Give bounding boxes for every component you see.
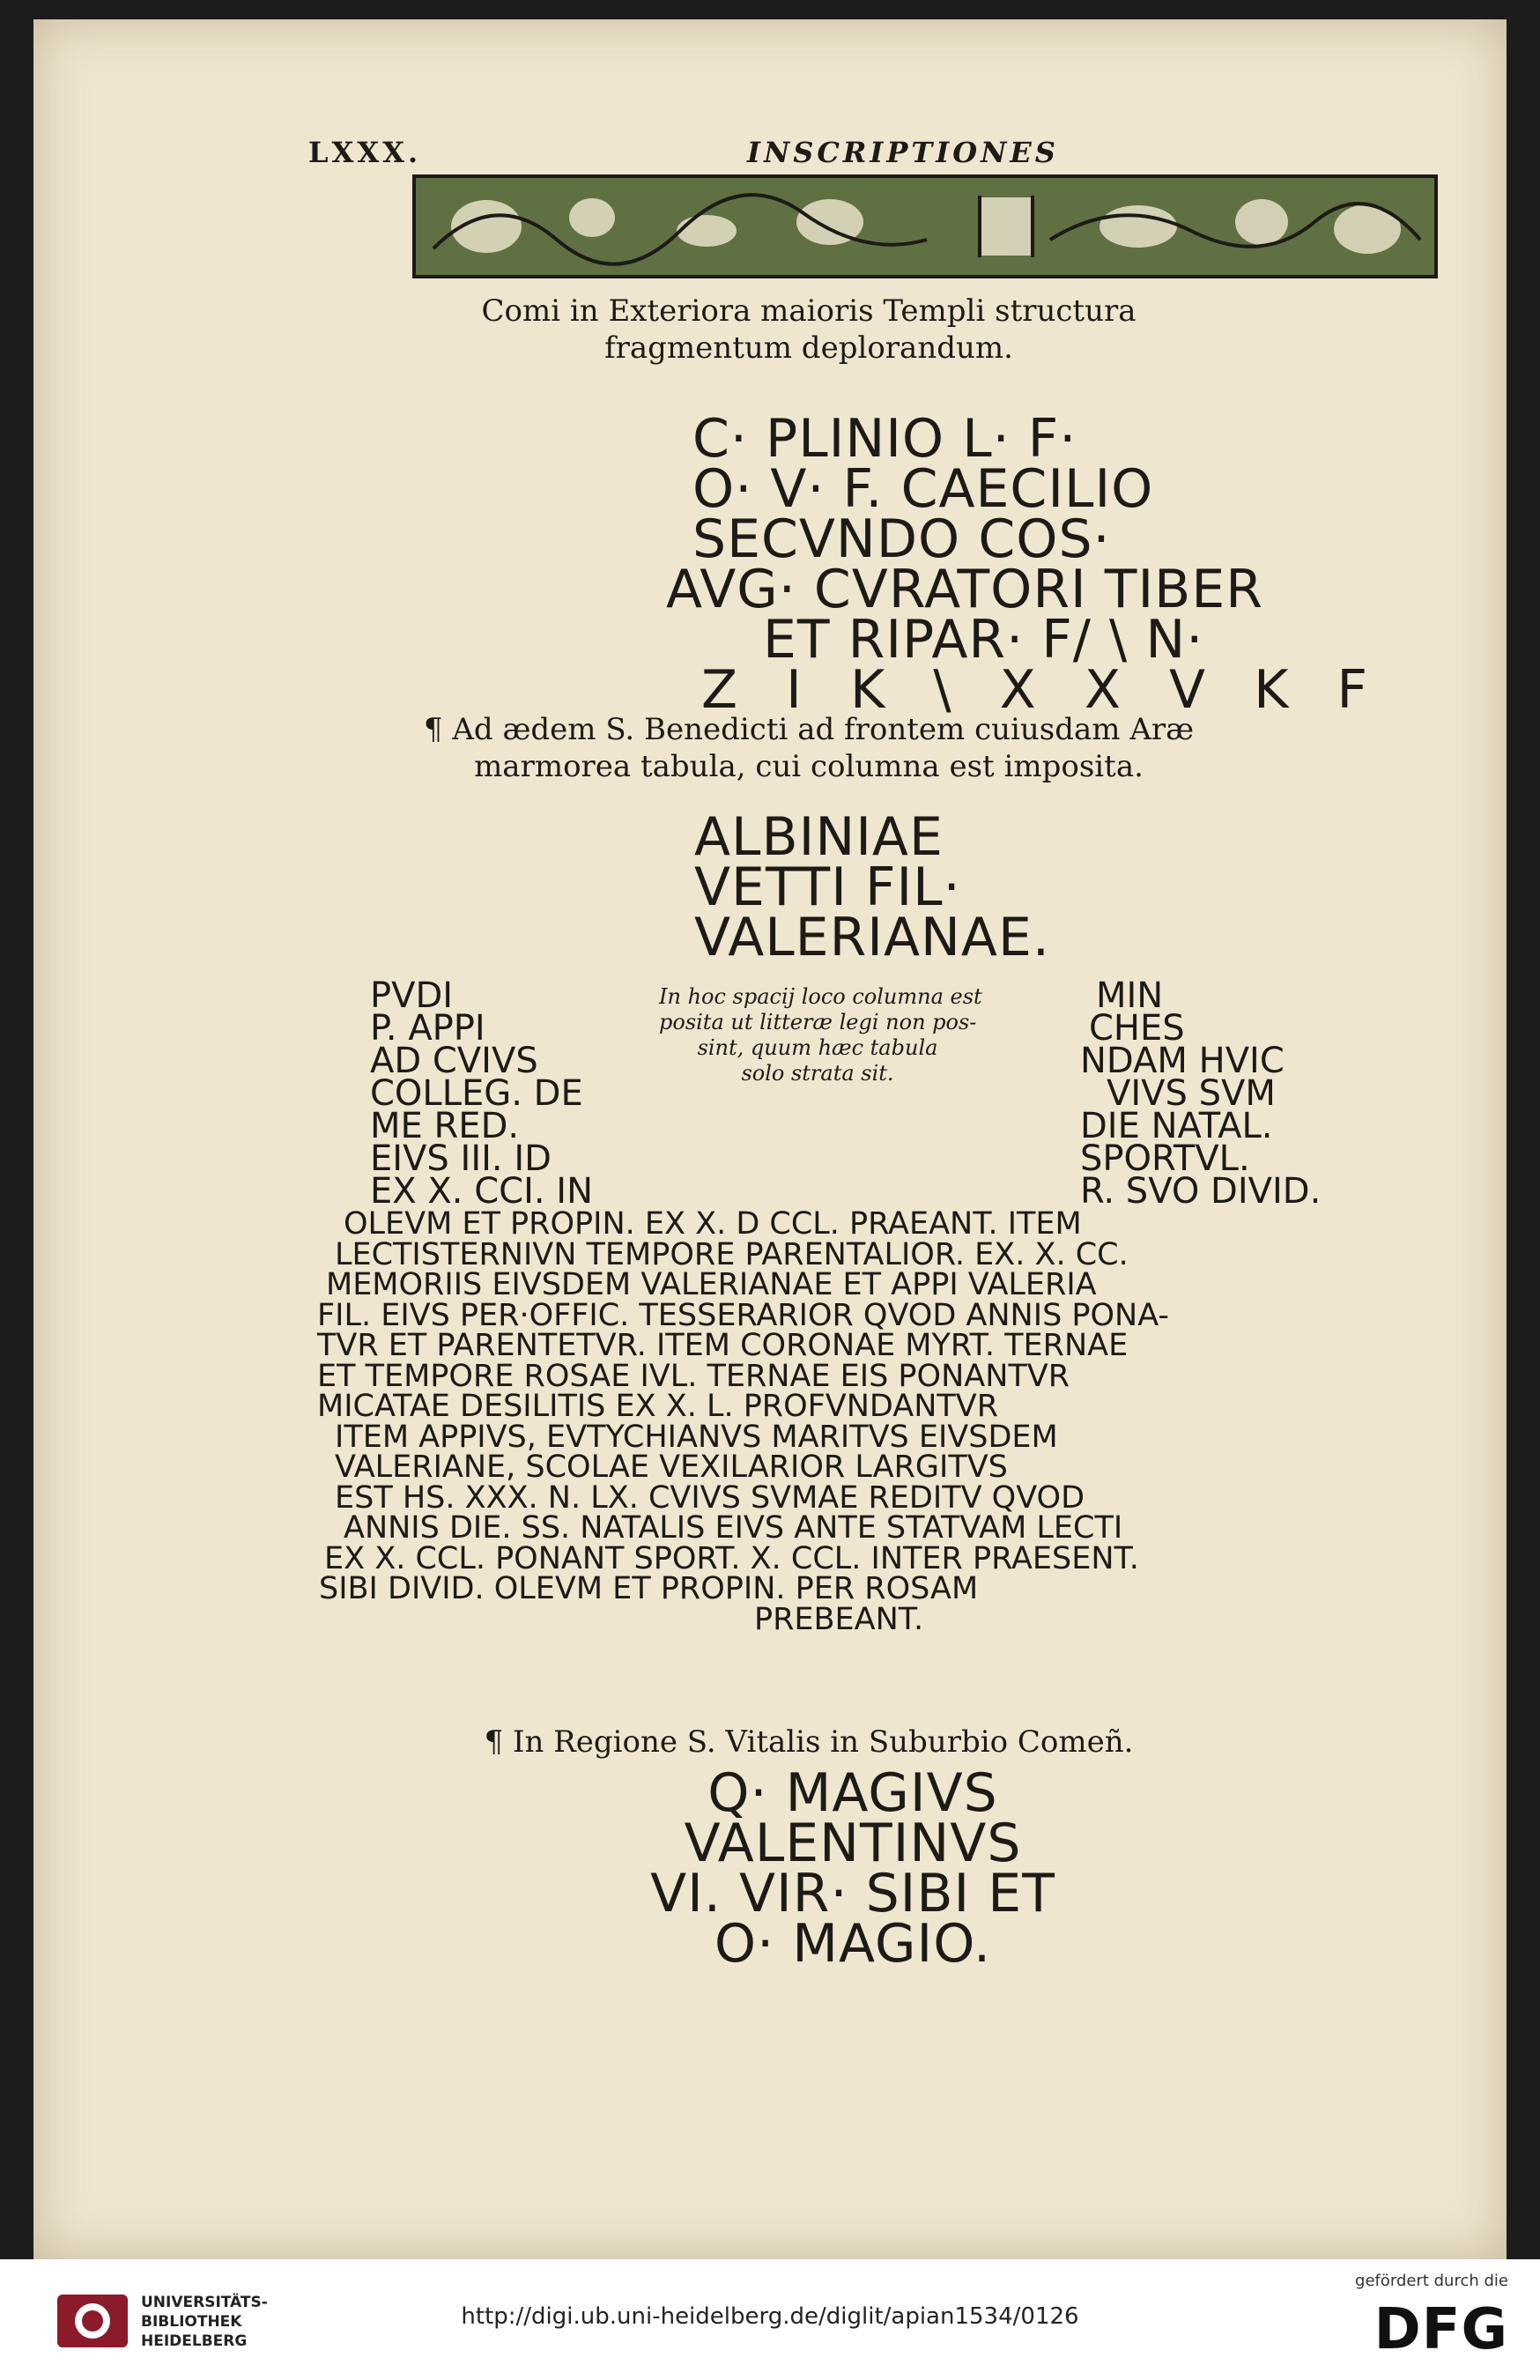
institution-line: HEIDELBERG (141, 2332, 248, 2350)
inscription-line: PREBEANT. (754, 1601, 924, 1637)
inscription-1 (666, 408, 1384, 721)
inscription-line: ITEM APPIVS, EVTYCHIANVS MARITVS EIVSDEM (335, 1419, 1058, 1455)
inscription-line: O· MAGIO. (714, 1913, 992, 1975)
inscription-line: AD CVIVS (370, 1041, 538, 1081)
inscription-line: SECVNDO COS· (692, 508, 1111, 570)
inscription-line: EX X. CCL. PONANT SPORT. X. CCL. INTER PRAESENT. (324, 1540, 1139, 1576)
running-title: INSCRIPTIONES (747, 136, 1059, 169)
inscription-3 (633, 1762, 1073, 1975)
inscription-right-column (1080, 975, 1322, 1212)
caption-line: ¶ Ad ædem S. Benedicti ad frontem cuiusdam Aræ (423, 712, 1195, 747)
institution-line: UNIVERSITÄTS- (141, 2294, 268, 2311)
inscription-line: VIVS SVM (1107, 1073, 1276, 1114)
note-line: solo strata sit. (741, 1061, 894, 1086)
dfg-logo: DFG (1373, 2297, 1508, 2362)
caption-line: marmorea tabula, cui columna est imposita. (474, 749, 1144, 784)
inscription-line: VALENTINVS (684, 1813, 1022, 1874)
inscription-left-column (370, 975, 594, 1212)
inscription-line: EIVS III. ID (370, 1138, 552, 1179)
inscription-line: DIE NATAL. (1080, 1106, 1273, 1146)
inscription-line: PVDI (370, 975, 454, 1016)
inscription-line: ANNIS DIE. SS. NATALIS EIVS ANTE STATVAM LECTI (344, 1510, 1123, 1546)
inscription-line: FIL. EIVS PER·OFFIC. TESSERARIOR QVOD ANNIS PONA- (317, 1297, 1170, 1333)
folio-number: LXXX. (308, 136, 422, 169)
inscription-line: MIN (1096, 975, 1164, 1016)
caption-line: Comi in Exteriora maioris Templi structura (481, 293, 1136, 329)
institution-line: BIBLIOTHEK (141, 2313, 242, 2331)
inscription-line: EST HS. XXX. N. LX. CVIVS SVMAE REDITV QVOD (335, 1479, 1085, 1516)
inscription-line: Q· MAGIVS (707, 1762, 998, 1824)
inscription-line: Z I K \ X X V K F (701, 659, 1384, 721)
inscription-line: VI. VIR· SIBI ET (650, 1863, 1055, 1924)
inscription-line: ALBINIAE (694, 806, 944, 868)
inscription-line: MEMORIIS EIVSDEM VALERIANAE ET APPI VALERIA (326, 1267, 1097, 1302)
inscription-line: ET RIPAR· F/ \ N· (763, 609, 1204, 671)
inscription-body (300, 1206, 1170, 1637)
inscription-line: LECTISTERNIVN TEMPORE PARENTALIOR. EX. X. CC. (335, 1236, 1129, 1272)
inscription-line: AVG· CVRATORI TIBER (666, 559, 1263, 620)
section-2-caption (386, 711, 1232, 785)
note-line: posita ut litteræ legi non pos- (659, 1010, 977, 1034)
inscription-line: MICATAE DESILITIS EX X. L. PROFVNDANTVR (317, 1389, 999, 1424)
inscription-line: VALERIANE, SCOLAE VEXILARIOR LARGITVS (335, 1450, 1008, 1485)
inscription-line: EX X. CCI. IN (370, 1171, 594, 1212)
inscription-line: TVR ET PARENTETVR. ITEM CORONAE MYRT. TERNAE (317, 1328, 1129, 1363)
inscription-line: ME RED. (370, 1106, 520, 1146)
inscription-line: VETTI FIL· (694, 856, 961, 918)
inscription-line: P. APPI (370, 1008, 485, 1049)
section-3-caption (386, 1724, 1232, 1761)
inscription-line: CHES (1089, 1008, 1185, 1049)
inscription-line: R. SVO DIVID. (1080, 1171, 1322, 1212)
ornament-icon (416, 178, 1434, 275)
ornamental-banner-image (412, 174, 1438, 278)
inscription-line: O· V· F. CAECILIO (692, 458, 1154, 520)
caption-line: ¶ In Regione S. Vitalis in Suburbio Comeñ. (484, 1724, 1134, 1760)
inscription-line: COLLEG. DE (370, 1073, 583, 1114)
inscription-line: NDAM HVIC (1080, 1041, 1285, 1081)
inscription-line: SPORTVL. (1080, 1138, 1250, 1179)
note-line: In hoc spacij loco columna est (659, 984, 982, 1009)
funder-label: gefördert durch die (1355, 2272, 1508, 2290)
permalink[interactable]: http://digi.ub.uni-heidelberg.de/diglit/apian1534/0126 (461, 2303, 1079, 2330)
inscription-line: SIBI DIVID. OLEVM ET PROPIN. PER ROSAM (319, 1571, 979, 1606)
inscription-line: OLEVM ET PROPIN. EX X. D CCL. PRAEANT. ITEM (344, 1206, 1082, 1242)
inscription-line: ET TEMPORE ROSAE IVL. TERNAE EIS PONANTVR (317, 1358, 1070, 1394)
column-note (659, 984, 982, 1086)
inscription-line: C· PLINIO L· F· (692, 408, 1077, 470)
footer-bar (0, 2259, 1540, 2380)
caption-line: fragmentum deplorandum. (604, 330, 1013, 366)
note-line: sint, quum hæc tabula (697, 1035, 938, 1060)
book-page (33, 19, 1507, 2259)
inscription-2 (694, 806, 1050, 968)
inscription-line: VALERIANAE. (694, 907, 1050, 968)
section-1-caption (386, 293, 1232, 367)
